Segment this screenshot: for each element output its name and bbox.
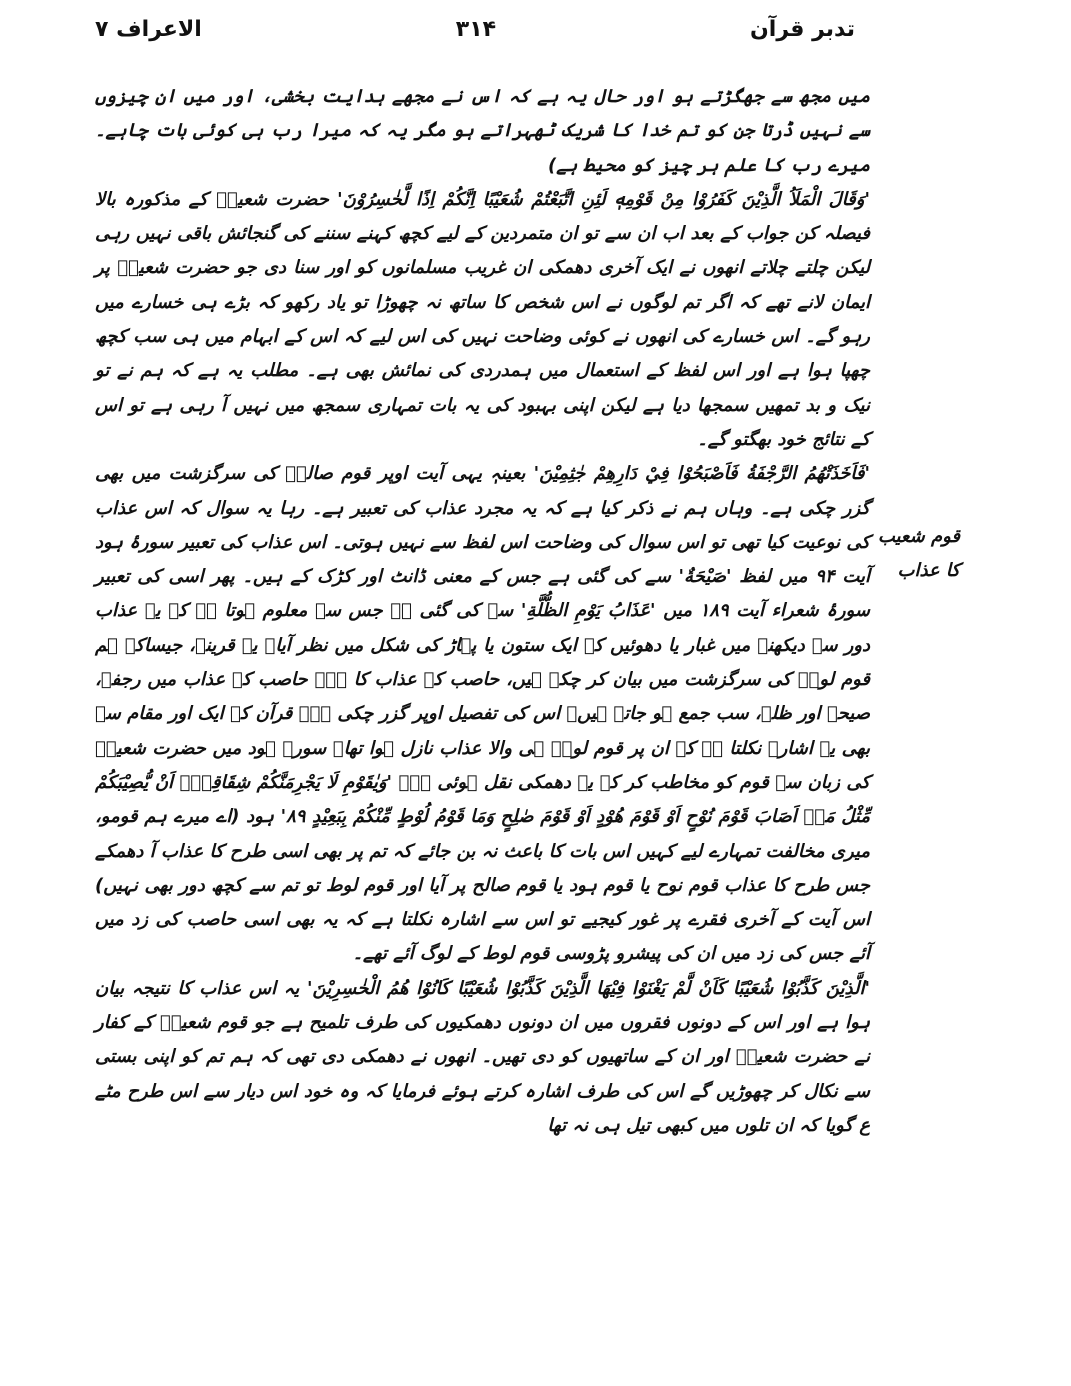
paragraph-1: میں مجھ سے جھگڑتے ہو اور حال یہ ہے کہ اس نے مجھے ہدایت بخشی، اور میں ان چیزوں سے نہیں ڈرتا جن کو تم خدا کا شریک ٹھہراتے ہو مگر یہ کہ میرا رب ہی کوئی بات چاہے۔ میرے رب کا علم ہر چیز کو محیط ہے) bbox=[95, 86, 870, 176]
margin-note-line-1: قوم شعیب bbox=[877, 526, 960, 547]
paragraph-3: 'فَاَخَذَتْهُمُ الرَّجْفَةُ فَاَصْبَحُوْا فِيْ دَارِهِمْ جٰثِمِيْنَ' بعینہٖ یہی آیت اوپر قوم صالحؑ کی سرگزشت میں بھی گزر چکی ہے۔ وہاں ہم نے ذکر کیا ہے کہ یہ مجرد عذاب کی تعبیر ہے۔ رہا یہ سوال کہ اس عذاب کی نوعیت کیا تھی تو اس سوال کی وضاحت اس لفظ سے نہیں ہوتی۔ اس عذاب کی تعبیر سورۂ ہود آیت ۹۴ میں لفظ 'صَيْحَةٌ' سے کی گئی ہے جس کے معنی ڈانٹ اور کڑک کے ہیں۔ پھر اسی کی تعبیر سورۂ شعراء آیت ۱۸۹ میں 'عَذَابُ يَوْمِ الظُّلَّةِ' سے کی گئی ہے جس سے معلوم ہوتا ہے کہ یہ عذاب دور سے دیکھنے میں غبار یا دھوئیں کے ایک ستون یا پہاڑ کی شکل میں نظر آیا۔ یہ قرینہ، جیساکہ ہم قوم لوطؑ کی سرگزشت میں بیان کر چکے ہیں، حاصب کے عذاب کا ہے۔ حاصب کے عذاب میں رجفہ، صیحہ اور ظلہ، سب جمع ہو جاتے ہیں۔ اس کی تفصیل اوپر گزر چکی ہے۔ قرآن کے ایک اور مقام سے بھی یہ اشارہ نکلتا ہے کہ ان پر قوم لوطؑ ہی والا عذاب نازل ہوا تھا۔ سورۂ ہود میں حضرت شعیبؑ کی زبان سے قوم کو مخاطب کر کے یہ دھمکی نقل ہوئی ہے۔ 'وَيٰقَوْمِ لَا يَجْرِمَنَّكُمْ شِقَاقِيْۤ اَنْ يُّصِيْبَكُمْ مِّثْلُ مَاۤ اَصَابَ قَوْمَ نُوْحٍ اَوْ قَوْمَ هُوْدٍ اَوْ قَوْمَ صٰلِحٍ وَمَا قَوْمُ لُوْطٍ مِّنْكُمْ بِبَعِيْدٍ ۸۹' ہود (اے میرے ہم قومو، میری مخالفت تمہارے لیے کہیں اس بات کا باعث نہ بن جائے کہ تم پر بھی اسی طرح کا عذاب آ دھمکے جس طرح کا عذاب قوم نوح یا قوم ہود یا قوم صالح پر آیا اور قوم لوط تو تم سے کچھ دور بھی نہیں) اس آیت کے آخری فقرے پر غور کیجیے تو اس سے اشارہ نکلتا ہے کہ یہ بھی اسی حاصب کی زد میں آئے جس کی زد میں ان کی پیشرو پڑوسی قوم لوط کے لوگ آئے تھے۔ bbox=[95, 463, 871, 965]
paragraph-2: 'وَقَالَ الْمَلَاُ الَّذِيْنَ كَفَرُوْا مِنْ قَوْمِهٖ لَئِنِ اتَّبَعْتُمْ شُعَيْبًا اِنَّكُمْ اِذًا لَّخٰسِرُوْنَ' حضرت شعیبؑ کے مذکورہ بالا فیصلہ کن جواب کے بعد اب ان سے تو ان متمردین کے لیے کچھ کہنے سننے کی گنجائش باقی نہیں رہی لیکن چلتے چلاتے انھوں نے ایک آخری دھمکی ان غریب مسلمانوں کو اور سنا دی جو حضرت شعیبؑ پر ایمان لانے تھے کہ اگر تم لوگوں نے اس شخص کا ساتھ نہ چھوڑا تو یاد رکھو کہ بڑے ہی خسارے میں رہو گے۔ اس خسارے کی انھوں نے کوئی وضاحت نہیں کی اس لیے کہ اس کے ابہام میں ہی سب کچھ چھپا ہوا ہے اور اس لفظ کے استعمال میں ہمدردی کی نمائش بھی ہے۔ مطلب یہ ہے کہ ہم نے تو نیک و بد تمھیں سمجھا دیا ہے لیکن اپنی بہبود کی یہ بات تمہاری سمجھ میں نہیں آ رہی ہے تو اس کے نتائج خود بھگتو گے۔ bbox=[95, 188, 871, 450]
commentary-text bbox=[95, 80, 870, 1143]
page-number: ۳۱۴ bbox=[455, 16, 497, 42]
margin-note bbox=[877, 520, 960, 588]
margin-note-line-2: کا عذاب bbox=[897, 560, 960, 581]
book-title: تدبر قرآن bbox=[750, 16, 855, 42]
surah-name: الاعراف ۷ bbox=[95, 16, 202, 42]
running-head bbox=[95, 10, 855, 48]
paragraph-4: 'الَّذِيْنَ كَذَّبُوْا شُعَيْبًا كَاَنْ لَّمْ يَغْنَوْا فِيْهَا الَّذِيْنَ كَذَّبُوْا شُعَيْبًا كَانُوْا هُمُ الْخٰسِرِيْنَ' یہ اس عذاب کا نتیجہ بیان ہوا ہے اور اس کے دونوں فقروں میں ان دونوں دھمکیوں کی طرف تلمیح ہے جو قوم شعیبؑ کے کفار نے حضرت شعیبؑ اور ان کے ساتھیوں کو دی تھیں۔ انھوں نے دھمکی دی تھی کہ ہم تم کو اپنی بستی سے نکال کر چھوڑیں گے اس کی طرف اشارہ کرتے ہوئے فرمایا کہ وہ خود اس دیار سے اس طرح مٹے ع گویا کہ ان تلوں میں کبھی تیل ہی نہ تھا bbox=[95, 977, 870, 1136]
